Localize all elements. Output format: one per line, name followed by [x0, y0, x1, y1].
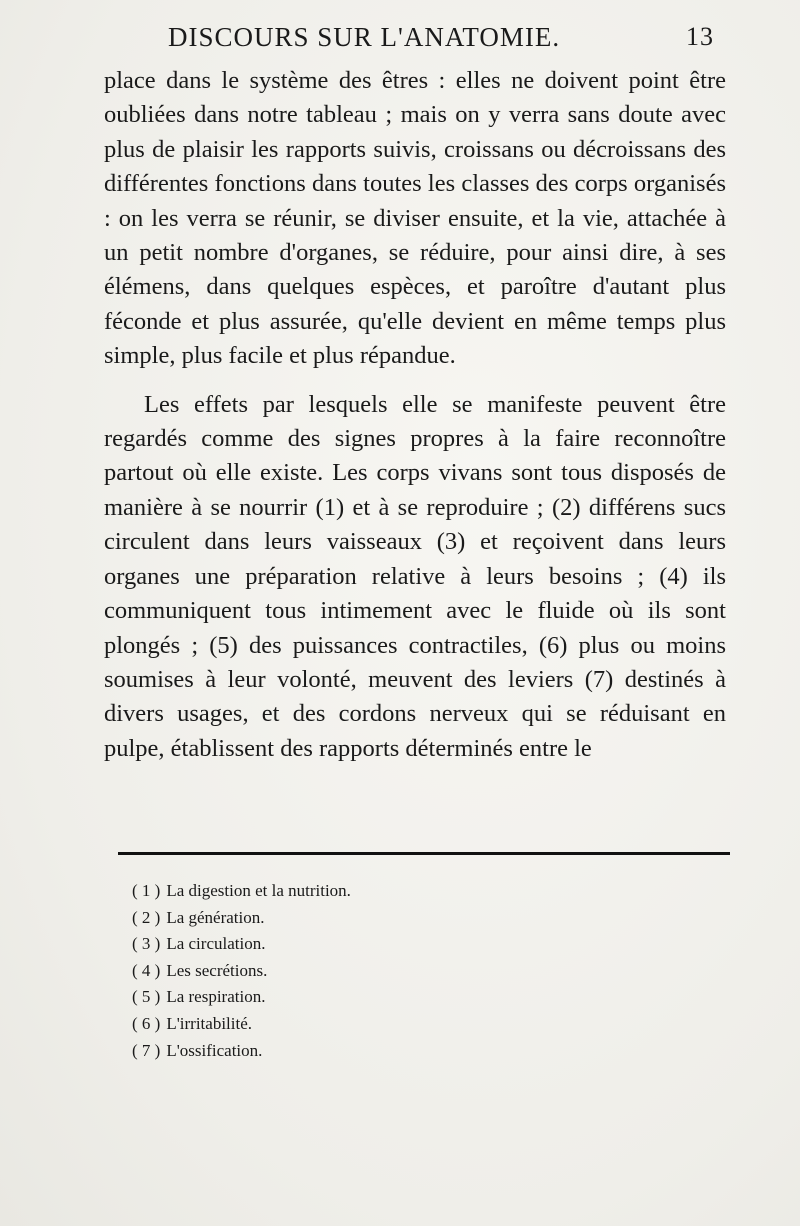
footnote-mark: ( 6 ) — [132, 1013, 161, 1033]
footnote-mark: ( 3 ) — [132, 934, 161, 954]
footnote-mark: ( 4 ) — [132, 960, 161, 980]
footnote-item — [132, 931, 652, 958]
footnote-item — [132, 958, 652, 985]
footnote-text: L'ossification. — [166, 1040, 263, 1060]
running-head-title: DISCOURS SUR L'ANATOMIE. — [168, 22, 561, 52]
footnote-item — [132, 905, 652, 932]
footnote-item — [132, 878, 652, 905]
footnote-text: La circulation. — [166, 934, 266, 954]
paragraph-2: Les effets par lesquels elle se manifeste peuvent être regardés comme des signes propres à la faire reconnoître partout où elle existe. Les corps vivans sont tous disposés de manière à se nourrir (1) et à se reproduire ; (2) différens sucs circulent dans leurs vaisseaux (3) et reçoivent dans leurs organes une préparation relative à leurs besoins ; (4) ils communiquent tous intimement avec le fluide où ils sont plongés ; (5) des puissances contractiles, (6) plus ou moins soumises à leur volonté, meuvent des leviers (7) destinés à divers usages, et des cordons nerveux qui se réduisant en pulpe, établissent des rapports déterminés entre le — [104, 390, 726, 762]
footnotes — [132, 878, 652, 1064]
footnote-text: L'irritabilité. — [166, 1013, 253, 1033]
footnote-item — [132, 984, 652, 1011]
footnote-mark: ( 7 ) — [132, 1040, 161, 1060]
footnote-text: La digestion et la nutrition. — [166, 881, 351, 900]
footnote-text: Les secrétions. — [166, 960, 268, 980]
footnote-text: La respiration. — [166, 987, 266, 1007]
footnote-mark: ( 5 ) — [132, 987, 161, 1007]
footnote-item — [132, 1038, 652, 1065]
page-number: 13 — [686, 22, 714, 51]
main-text — [104, 64, 726, 766]
paragraph-1: place dans le système des êtres : elles ne doivent point être oubliées dans notre tableau ; mais on y verra sans doute avec plus de plaisir les rapports suivis, croissans ou décroissans des différentes fonctions dans toutes les classes des corps organisés : on les verra se réunir, se diviser ensuite, et la vie, attachée à un petit nombre d'organes, se réduire, pour ainsi dire, à ses élémens, dans quelques espèces, et paroître d'autant plus féconde et plus assurée, qu'elle devient en même temps plus simple, plus facile et plus répandue. — [104, 67, 726, 370]
footnote-item — [132, 1011, 652, 1038]
footnote-text: La génération. — [166, 907, 265, 927]
footnote-separator — [118, 852, 730, 855]
footnote-mark: ( 2 ) — [132, 907, 161, 927]
footnote-mark: ( 1 ) — [132, 881, 161, 900]
